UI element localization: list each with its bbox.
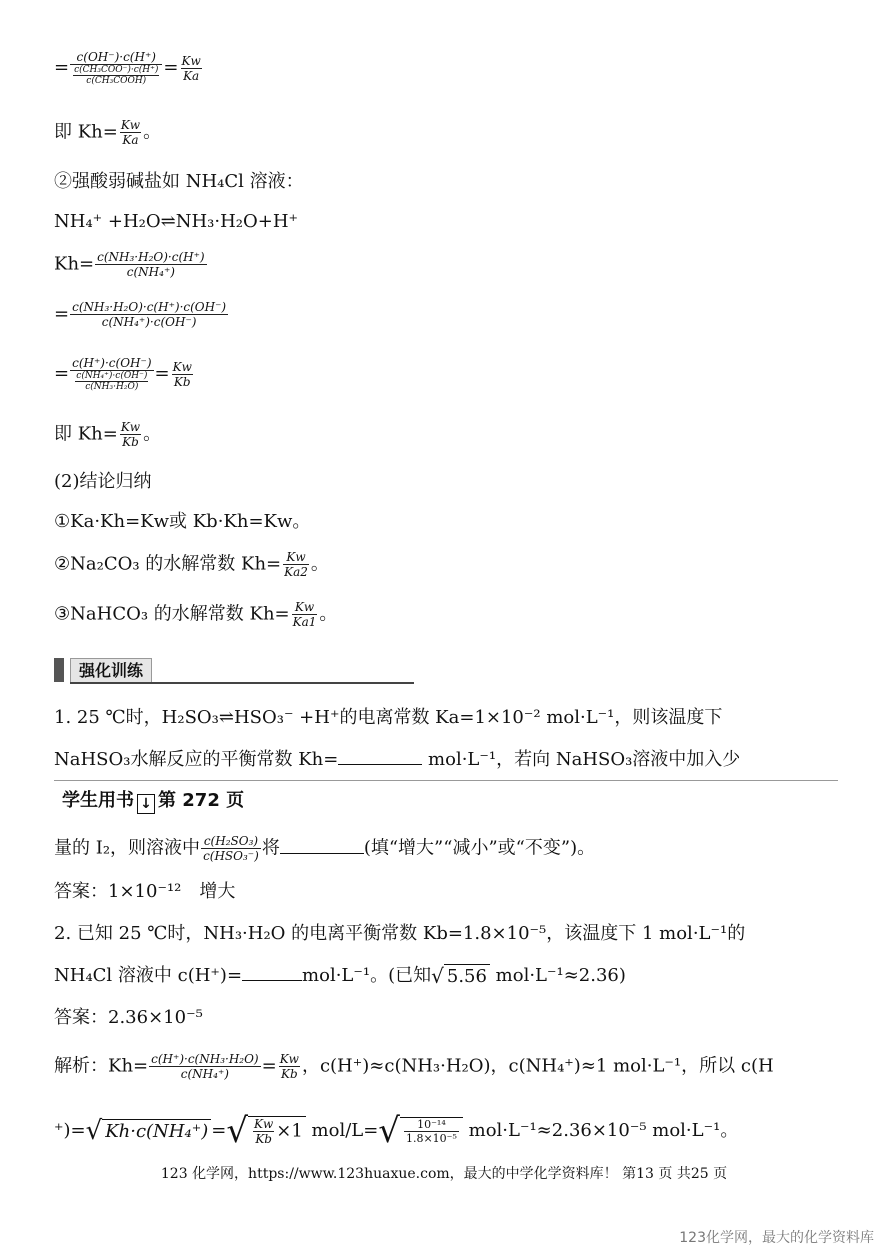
fraction-numerator: c(NH₃·H₂O)·c(H⁺) <box>97 250 205 264</box>
k-numerator: Kw <box>181 53 201 68</box>
sqrt-body: 5.56 <box>444 964 490 989</box>
k-numerator: Kw <box>120 118 141 132</box>
formula-line-1 <box>54 50 204 86</box>
section-header <box>54 656 414 684</box>
answer-blank <box>280 835 364 854</box>
text-segment: 。 <box>310 553 329 575</box>
sqrt-expression <box>86 1118 212 1144</box>
text-segment: 。 <box>143 423 162 445</box>
k-denominator: Kb <box>281 1067 298 1081</box>
k-denominator: Ka <box>122 133 139 147</box>
question-1-line-2 <box>54 746 740 772</box>
text-segment: mol·L⁻¹≈2.36×10⁻⁵ mol·L⁻¹。 <box>462 1120 739 1141</box>
fraction-numerator: c(H₂SO₃) <box>201 834 261 849</box>
equals-sign: = <box>54 303 70 325</box>
text-segment: NaHSO₃水解反应的平衡常数 Kh= <box>54 749 339 770</box>
sqrt-expression <box>431 964 490 989</box>
sqrt-expression <box>378 1111 463 1151</box>
text-segment: ②Na₂CO₃ 的水解常数 Kh= <box>54 553 282 575</box>
fraction-denominator <box>70 371 153 392</box>
sqrt-body <box>248 1116 306 1146</box>
formula-line-11 <box>54 550 329 579</box>
fraction-denominator: c(NH₄⁺)·c(OH⁻) <box>101 315 197 329</box>
text-segment: mol/L= <box>305 1120 379 1141</box>
text-segment: 量的 I₂，则溶液中 <box>54 837 201 859</box>
fraction-main <box>70 356 153 392</box>
formula-line-7 <box>54 356 195 392</box>
sqrt-body <box>400 1117 463 1145</box>
fraction <box>95 250 206 279</box>
subheading-conclusion: (2)结论归纳 <box>54 471 152 492</box>
analysis-line-2 <box>54 1111 739 1151</box>
section-rule <box>70 682 414 684</box>
k-fraction <box>283 550 309 579</box>
fraction <box>201 834 261 863</box>
k-fraction <box>292 600 318 629</box>
nested-fraction <box>73 65 159 86</box>
k-fraction <box>172 360 193 389</box>
section-marker <box>54 658 64 682</box>
fraction-numerator: c(OH⁻)·c(H⁺) <box>70 50 162 65</box>
answer-blank <box>338 746 422 765</box>
k-denominator: Kb <box>255 1132 272 1146</box>
fraction-denominator: c(HSO₃⁻) <box>203 849 259 863</box>
text-line-10: ①Ka·Kh=Kw或 Kb·Kh=Kw。 <box>54 511 311 532</box>
k-denominator: Kb <box>173 374 191 389</box>
k-numerator: Kw <box>254 1117 274 1131</box>
k-numerator: Kw <box>172 359 192 374</box>
fraction <box>70 300 228 329</box>
sqrt-icon: √ <box>85 1116 103 1146</box>
nested-numerator: c(NH₄⁺)·c(OH⁻) <box>76 371 148 381</box>
equals-sign: = <box>154 363 170 384</box>
equals-sign: = <box>163 57 179 78</box>
answer-2: 答案：2.36×10⁻⁵ <box>54 1007 203 1028</box>
nested-numerator: c(CH₃COO⁻)·c(H⁺) <box>74 65 159 75</box>
k-numerator: Kw <box>120 420 141 434</box>
fraction-main <box>70 50 162 86</box>
k-denominator: Ka <box>183 68 200 83</box>
question-2-line-1: 2. 已知 25 ℃时，NH₃·H₂O 的电离平衡常数 Kb=1.8×10⁻⁵，该温度下 1 mol·L⁻¹的 <box>54 923 746 944</box>
k-denominator: Ka1 <box>292 615 317 629</box>
k-fraction <box>181 54 202 83</box>
fraction <box>149 1052 260 1081</box>
text-segment: NH₄Cl 溶液中 c(H⁺)= <box>54 965 243 986</box>
analysis-line-1 <box>54 1052 774 1081</box>
question-1-line-3 <box>54 834 595 863</box>
equals-sign: = <box>261 1055 277 1077</box>
k-fraction <box>279 1052 300 1081</box>
sqrt-icon: √ <box>431 964 444 988</box>
nested-denominator: c(CH₃COOH) <box>86 76 147 86</box>
sqrt-expression <box>226 1111 305 1151</box>
k-denominator: Ka2 <box>284 565 308 579</box>
question-1-line-1: 1. 25 ℃时，H₂SO₃⇌HSO₃⁻ +H⁺的电离常数 Ka=1×10⁻² mol·L⁻¹，则该温度下 <box>54 707 723 728</box>
equals-sign: = <box>211 1120 227 1141</box>
text-segment: 即 Kh= <box>54 121 118 143</box>
equation-line-4: NH₄⁺ +H₂O⇌NH₃·H₂O+H⁺ <box>54 211 299 232</box>
text-segment: Kh= <box>54 253 95 275</box>
text-segment: 即 Kh= <box>54 423 118 445</box>
text-segment: 。 <box>143 121 162 143</box>
k-fraction <box>120 420 141 449</box>
text-segment: mol·L⁻¹。(已知 <box>302 965 432 986</box>
question-2-line-2 <box>54 962 626 989</box>
page-footer: 123 化学网，https://www.123huaxue.com，最大的中学化学资料库！ 第13 页 共25 页 <box>160 1166 728 1182</box>
text-segment: mol·L⁻¹≈2.36) <box>489 965 626 986</box>
k-fraction <box>253 1117 274 1146</box>
formula-line-12 <box>54 600 337 629</box>
formula-line-5 <box>54 250 208 279</box>
fraction-denominator: c(NH₄⁺) <box>126 265 175 279</box>
fraction-numerator: c(H⁺)·c(NH₃·H₂O) <box>151 1052 259 1066</box>
k-numerator: Kw <box>279 1052 299 1066</box>
fraction-denominator <box>70 65 162 86</box>
formula-line-2 <box>54 118 161 147</box>
text-segment: ⁺)= <box>54 1120 86 1141</box>
fraction <box>404 1118 459 1145</box>
text-segment: 学生用书 <box>62 790 134 811</box>
answer-1: 答案：1×10⁻¹² 增大 <box>54 881 236 902</box>
equals-sign: = <box>54 363 70 384</box>
sqrt-icon: √ <box>378 1111 400 1151</box>
nested-denominator: c(NH₃·H₂O) <box>85 382 139 392</box>
fraction-denominator: c(NH₄⁺) <box>180 1067 229 1081</box>
text-segment: 解析：Kh= <box>54 1055 149 1077</box>
section-title: 强化训练 <box>70 658 152 684</box>
answer-blank <box>242 962 302 981</box>
formula-line-6 <box>54 300 229 329</box>
watermark: 123化学网，最大的化学资料库 <box>679 1230 874 1246</box>
page-divider <box>54 780 838 781</box>
text-segment: mol·L⁻¹，若向 NaHSO₃溶液中加入少 <box>422 749 741 770</box>
k-fraction <box>120 118 141 147</box>
text-segment: ，c(H⁺)≈c(NH₃·H₂O)，c(NH₄⁺)≈1 mol·L⁻¹，所以 c(H <box>301 1055 774 1077</box>
text-segment: 。 <box>319 603 338 625</box>
text-segment: ×1 <box>276 1120 303 1142</box>
fraction-numerator: c(NH₃·H₂O)·c(H⁺)·c(OH⁻) <box>72 300 227 314</box>
down-arrow-icon: ↓ <box>137 794 155 814</box>
k-denominator: Kb <box>122 435 139 449</box>
book-page-reference <box>62 788 244 814</box>
formula-line-8 <box>54 420 161 449</box>
sqrt-icon: √ <box>226 1111 249 1151</box>
equals-sign: = <box>54 57 70 78</box>
fraction-numerator: c(H⁺)·c(OH⁻) <box>72 356 152 370</box>
k-numerator: Kw <box>283 550 309 565</box>
nested-fraction <box>75 371 148 392</box>
text-segment: 将 <box>261 837 280 859</box>
text-line-3: ②强酸弱碱盐如 NH₄Cl 溶液： <box>54 171 304 192</box>
k-numerator: Kw <box>292 600 318 615</box>
text-segment: (填“增大”“减小”或“不变”)。 <box>363 837 596 859</box>
text-segment: ③NaHCO₃ 的水解常数 Kh= <box>54 603 290 625</box>
text-segment: 第 272 页 <box>158 790 245 811</box>
sqrt-body: Kh·c(NH₄⁺) <box>102 1119 211 1144</box>
fraction-denominator: 1.8×10⁻⁵ <box>405 1132 457 1145</box>
fraction-numerator: 10⁻¹⁴ <box>404 1118 459 1132</box>
